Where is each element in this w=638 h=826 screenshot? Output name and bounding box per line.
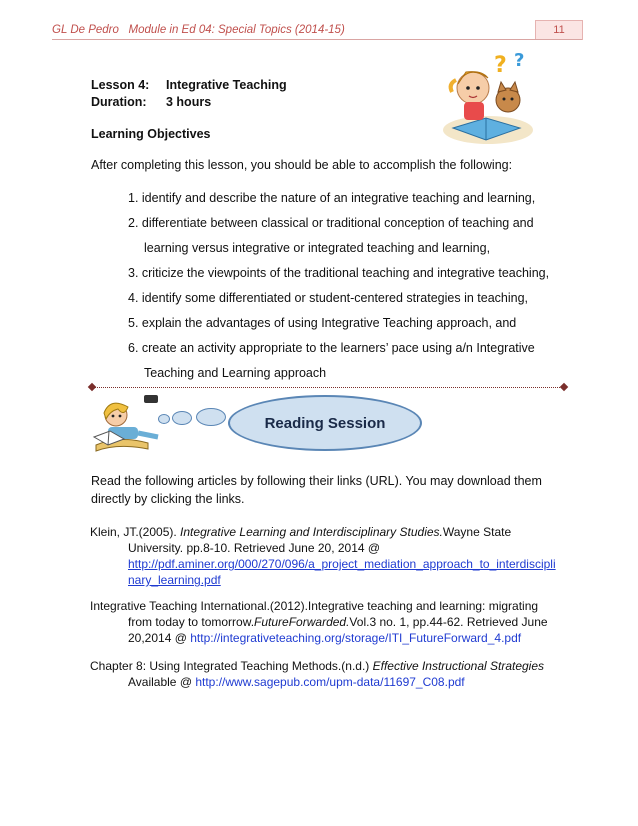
ref2-link[interactable]: http://integrativeteaching.org/storage/ITI_FutureForward_4.pdf bbox=[190, 631, 522, 645]
reference-3 bbox=[90, 658, 544, 690]
objectives-heading: Learning Objectives bbox=[91, 127, 211, 141]
objectives-intro: After completing this lesson, you should be able to accomplish the following: bbox=[91, 158, 513, 172]
divider-diamond-right bbox=[560, 383, 568, 391]
reading-intro-line1: Read the following articles by following their links (URL). You may download them bbox=[91, 474, 542, 488]
girl-reading-illustration bbox=[88, 393, 168, 453]
ref3-title: Chapter 8: Using Integrated Teaching Methods.(n.d.) bbox=[90, 659, 373, 673]
ref1-title: Integrative Learning and Interdisciplinary Studies. bbox=[180, 525, 443, 539]
objective-item: 1. identify and describe the nature of an integrative teaching and learning, bbox=[128, 191, 536, 205]
svg-text:?: ? bbox=[514, 50, 525, 71]
ref3-book: Effective Instructional Strategies bbox=[372, 659, 545, 673]
ref2-date: 20,2014 @ bbox=[128, 631, 191, 645]
objective-item: 3. criticize the viewpoints of the traditional teaching and integrative teaching, bbox=[128, 266, 550, 280]
reading-intro-line2: directly by clicking the links. bbox=[91, 492, 245, 506]
duration-label: Duration: bbox=[91, 95, 147, 109]
ref1-publisher: Wayne State bbox=[442, 525, 512, 539]
thought-dot-small bbox=[158, 414, 170, 424]
ref2-line1: Integrative Teaching International.(2012).Integrative teaching and learning: migrating bbox=[90, 599, 539, 613]
ref1-link-cont[interactable]: nary_learning.pdf bbox=[128, 573, 221, 587]
reference-1 bbox=[90, 524, 556, 588]
lesson-value: Integrative Teaching bbox=[166, 78, 287, 92]
lesson-label: Lesson 4: bbox=[91, 78, 150, 92]
reference-2 bbox=[90, 598, 548, 646]
ref2-journal: FutureForwarded. bbox=[254, 615, 350, 629]
objective-item: 5. explain the advantages of using Integrative Teaching approach, and bbox=[128, 316, 517, 330]
objective-item: 4. identify some differentiated or student-centered strategies in teaching, bbox=[128, 291, 529, 305]
objective-item-continued: learning versus integrative or integrated teaching and learning, bbox=[144, 241, 491, 255]
ref3-link[interactable]: http://www.sagepub.com/upm-data/11697_C08.pdf bbox=[195, 675, 465, 689]
thought-dot-large bbox=[196, 408, 226, 426]
thought-dot-medium bbox=[172, 411, 192, 425]
running-header: GL De Pedro Module in Ed 04: Special Topics (2014-15) bbox=[52, 24, 345, 36]
reading-session-bubble: Reading Session bbox=[228, 395, 422, 451]
ref1-authors: Klein, JT.(2005). bbox=[90, 525, 181, 539]
objective-item-continued: Teaching and Learning approach bbox=[144, 366, 327, 380]
header-rule bbox=[52, 39, 582, 40]
svg-text:?: ? bbox=[494, 53, 507, 78]
objectives-list bbox=[128, 186, 549, 386]
duration-value: 3 hours bbox=[166, 95, 212, 109]
objective-item: 2. differentiate between classical or traditional conception of teaching and bbox=[128, 216, 534, 230]
kids-reading-illustration bbox=[438, 50, 538, 150]
page-number: 11 bbox=[535, 20, 583, 40]
objective-item: 6. create an activity appropriate to the learners’ pace using a/n Integrative bbox=[128, 341, 535, 355]
section-divider bbox=[92, 387, 564, 388]
ref2-part: from today to tomorrow. bbox=[128, 615, 255, 629]
ref1-retrieved: University. pp.8-10. Retrieved June 20, 2014 @ bbox=[128, 541, 381, 555]
ref3-available: Available @ bbox=[128, 675, 196, 689]
lesson-line bbox=[91, 78, 287, 92]
ref2-volume: Vol.3 no. 1, pp.44-62. Retrieved June bbox=[349, 615, 548, 629]
ref1-link[interactable]: http://pdf.aminer.org/000/270/096/a_project_mediation_approach_to_interdiscipli bbox=[128, 557, 556, 571]
duration-line bbox=[91, 95, 212, 109]
